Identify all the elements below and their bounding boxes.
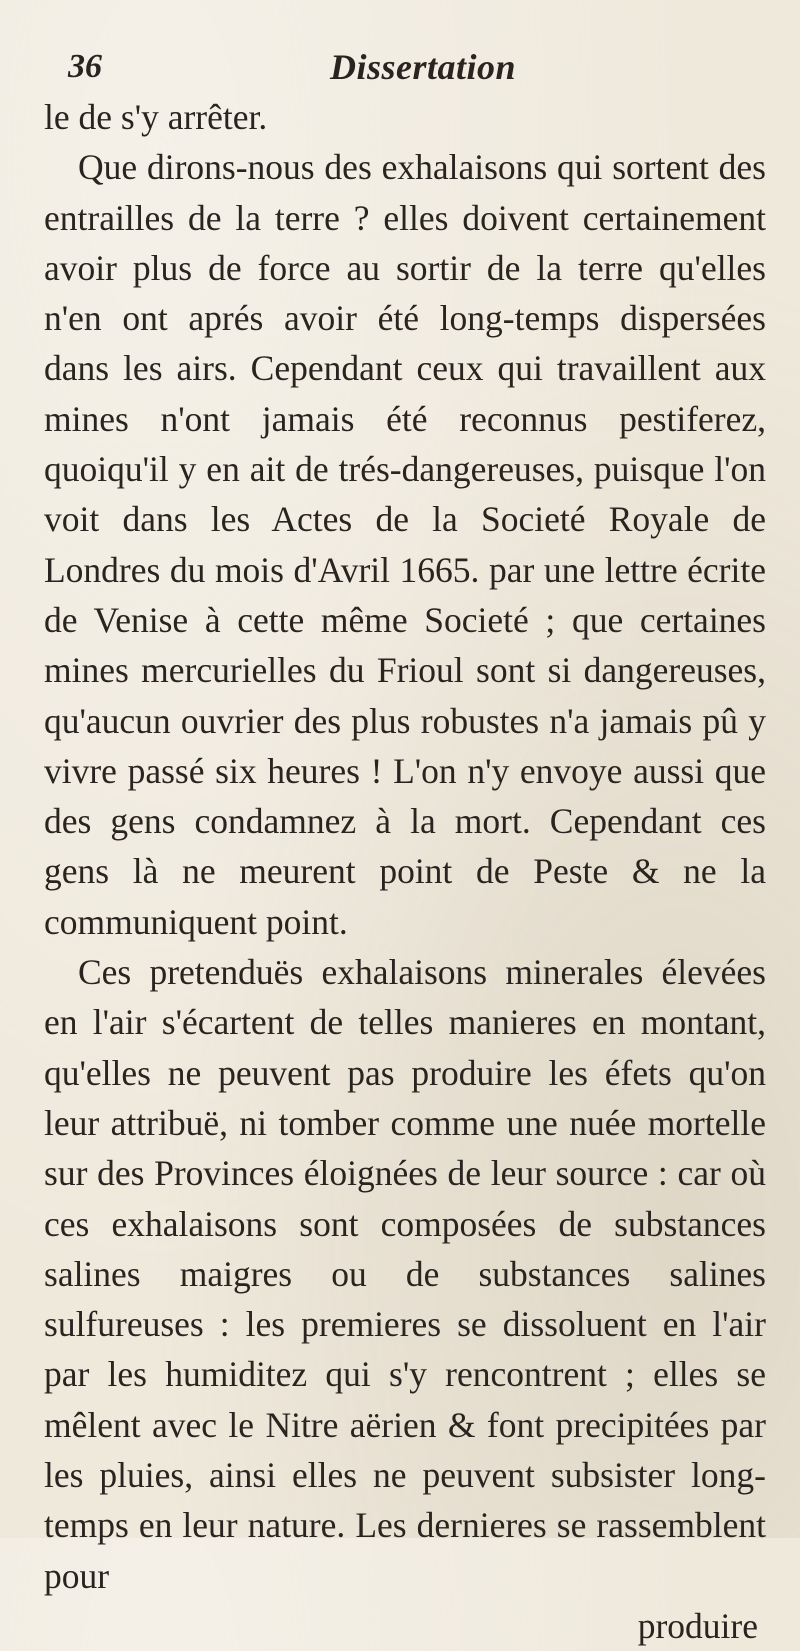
paragraph: Que dirons-nous des exhalaisons qui sortent des entrailles de la terre ? elles doivent certainement avoir plus de force au sortir de la terre qu'elles n'en ont aprés avoir été long-temps dispersées dans les airs. Cependant ceux qui travaillent aux mines n'ont jamais été reconnus pestiferez, quoiqu'il y en ait de trés-dangereuses, puisque l'on voit dans les Actes de la Societé Royale de Londres du mois d'Avril 1665. par une lettre écrite de Venise à cette même Societé ; que certaines mines mercurielles du Frioul sont si dangereuses, qu'aucun ouvrier des plus robustes n'a jamais pû y vivre passé six heures ! L'on n'y envoye aussi que des gens condamnez à la mort. Cependant ces gens là ne meurent point de Peste & ne la communiquent point. — [44, 147, 766, 942]
catchword: produire — [637, 1605, 758, 1646]
running-title: Dissertation — [330, 47, 517, 87]
book-page — [44, 40, 766, 1651]
running-head — [44, 40, 766, 92]
paragraph-continuation: le de s'y arrêter. — [44, 97, 268, 137]
page-number: 36 — [68, 48, 102, 85]
body-text — [44, 92, 766, 1601]
paragraph: Ces pretenduës exhalaisons minerales élevées en l'air s'écartent de telles manieres en montant, qu'elles ne peuvent pas produire les éfets qu'on leur attribuë, ni tomber comme une nuée mortelle sur des Provinces éloignées de leur source : car où ces exhalaisons sont composées de substances salines maigres ou de substances salines sulfureuses : les premieres se dissoluent en l'air par les humiditez qui s'y rencontrent ; elles se mêlent avec le Nitre aërien & font precipitées par les pluies, ainsi elles ne peuvent subsister long-temps en leur nature. Les dernieres se rassemblent pour — [44, 952, 766, 1596]
